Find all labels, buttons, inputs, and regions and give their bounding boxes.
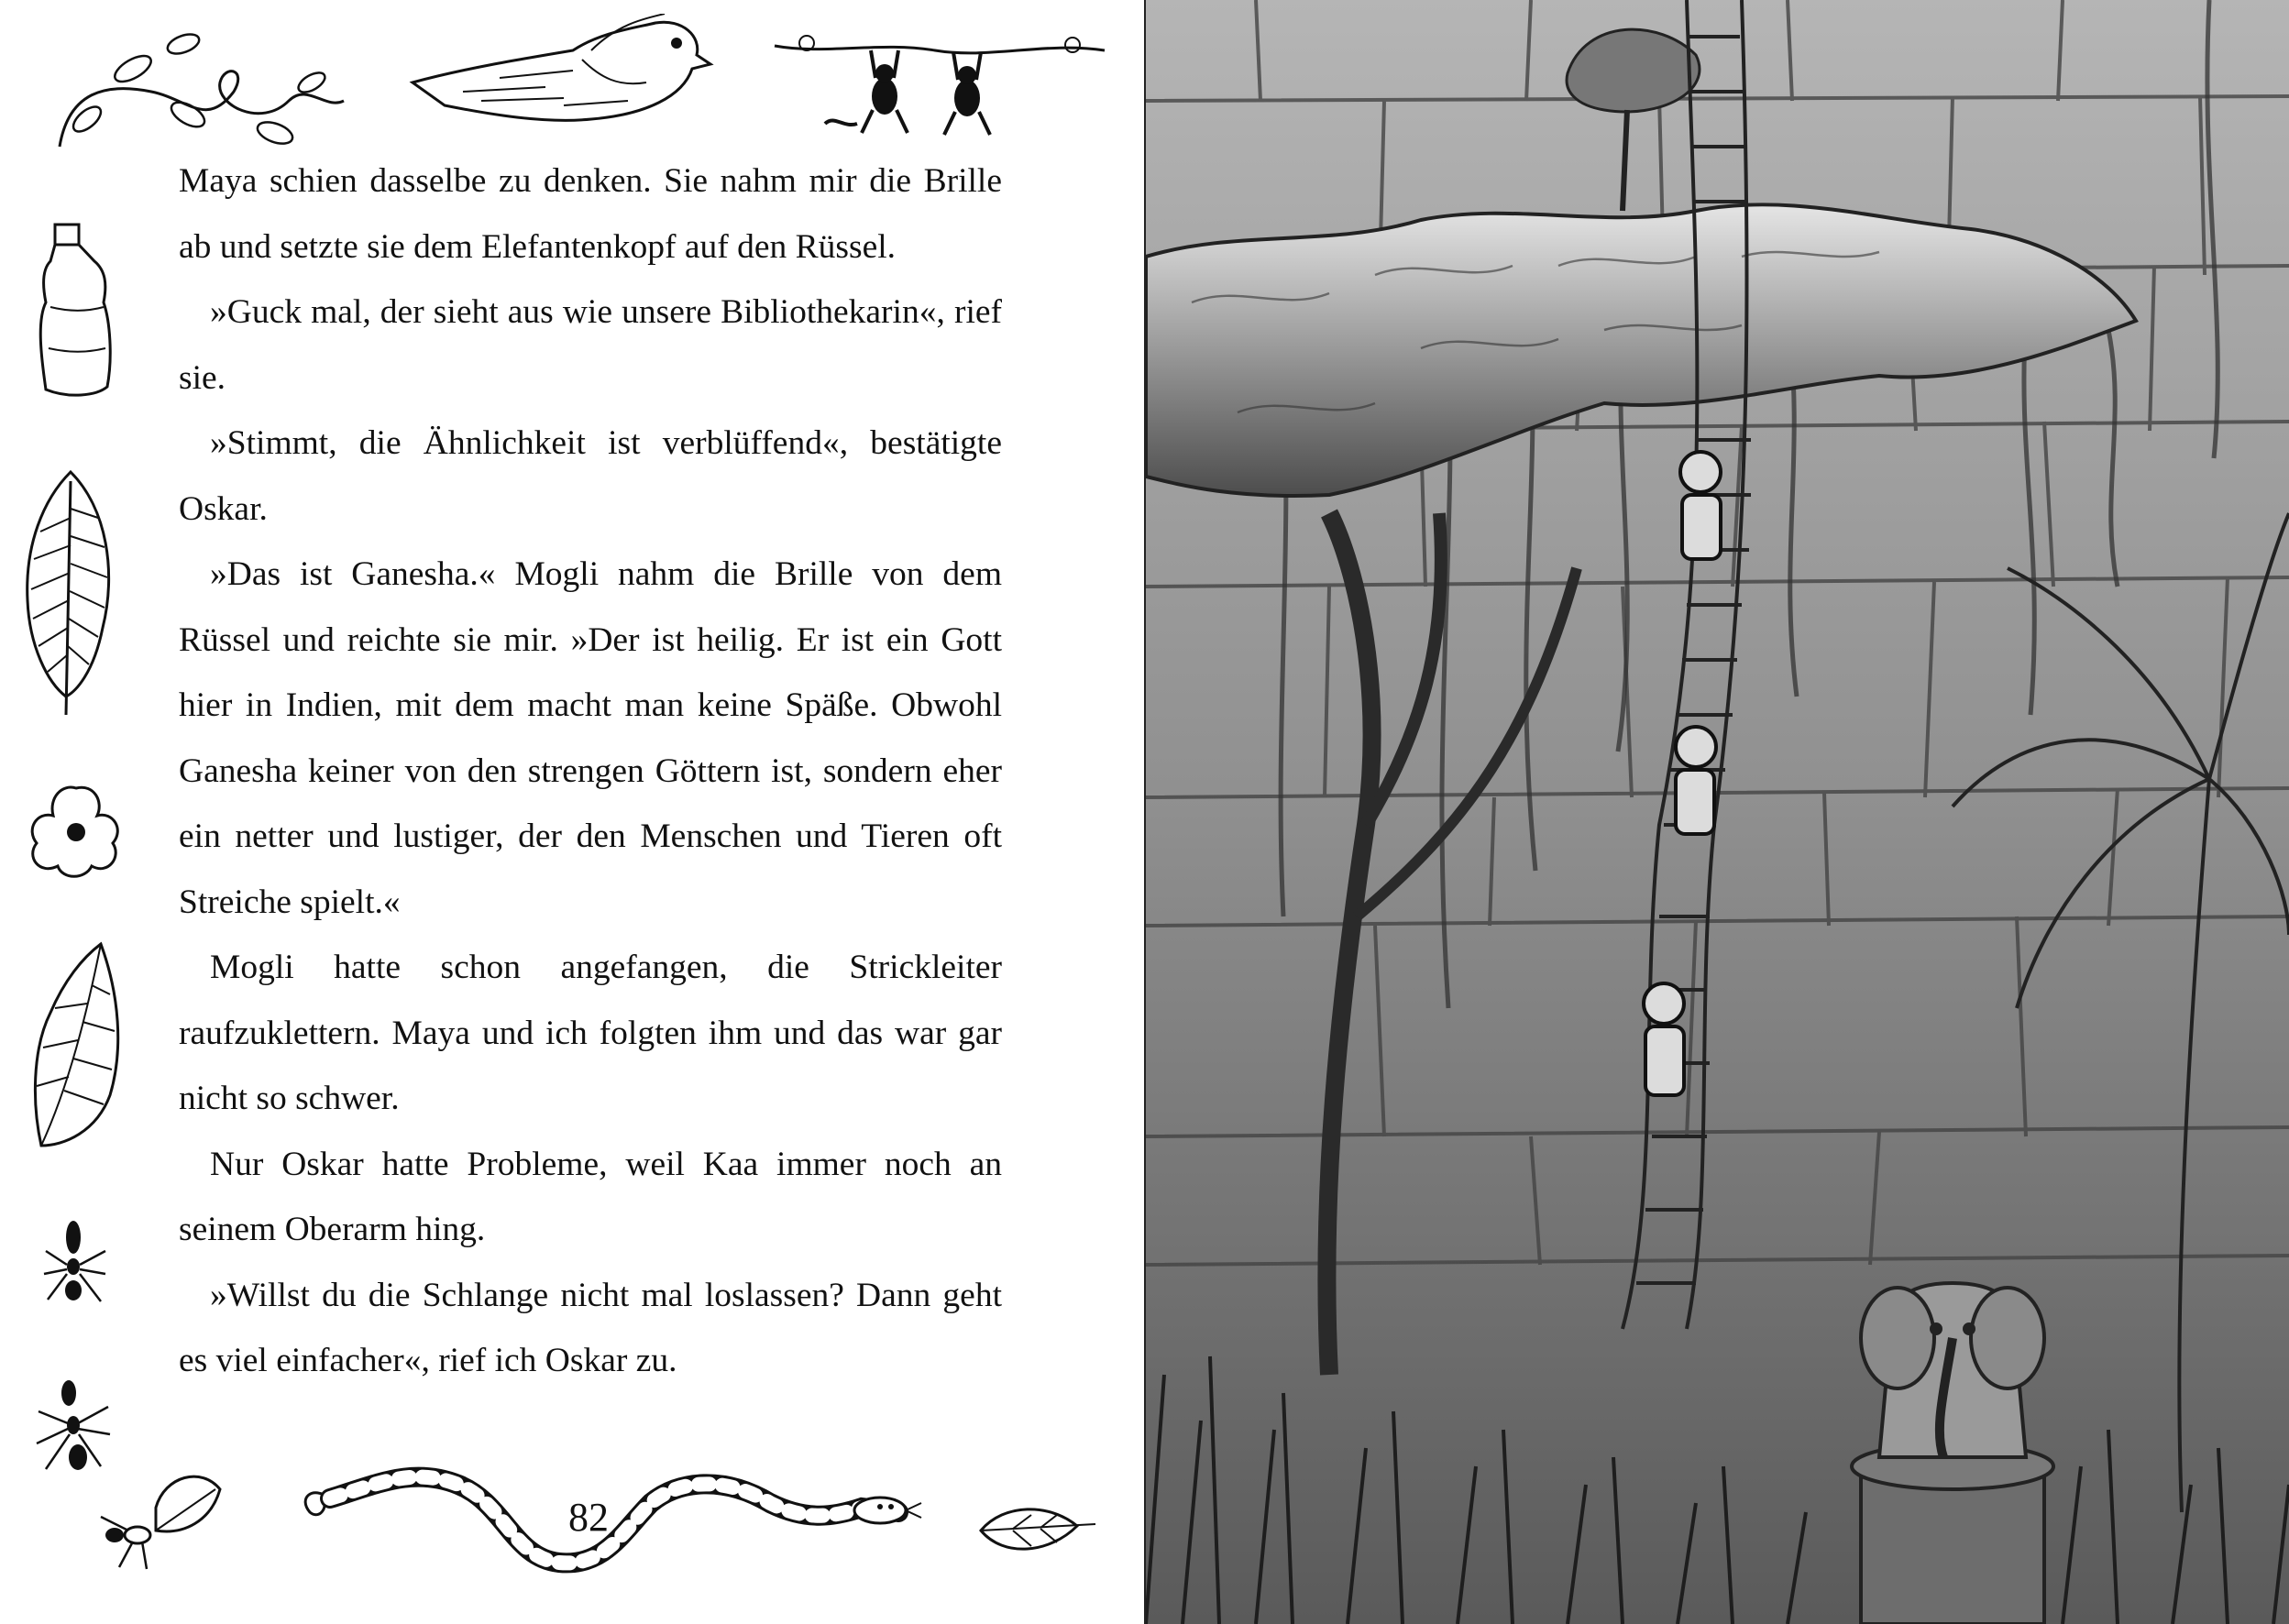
left-page bbox=[0, 0, 1144, 1624]
monkeys-icon bbox=[770, 23, 1109, 147]
paragraph: »Guck mal, der sieht aus wie unsere Bibliothekarin«, rief sie. bbox=[179, 293, 1002, 397]
ant-icon bbox=[28, 1370, 119, 1480]
paragraph: »Das ist Ganesha.« Mogli nahm die Brille von dem Rüssel und reichte sie mir. »Der ist heilig. Er ist ein Gott hier in Indien, mit dem macht man keine Späße. Obwohl Ganesha keiner von den strengen Göttern ist, sondern eher ein netter und lustiger, der den Menschen und Tieren oft Streiche spielt.« bbox=[179, 555, 1002, 921]
ant-icon bbox=[37, 1210, 119, 1311]
ant-on-leaf-icon bbox=[92, 1466, 225, 1576]
paragraph: Maya schien dasselbe zu denken. Sie nahm mir die Brille ab und setzte sie dem Elefantenkopf auf den Rüssel. bbox=[179, 162, 1002, 266]
paragraph: Nur Oskar hatte Probleme, weil Kaa immer noch an seinem Oberarm hing. bbox=[179, 1145, 1002, 1248]
bottle-icon bbox=[32, 220, 119, 403]
ganesha-statue bbox=[1852, 1283, 2053, 1624]
paragraph: »Stimmt, die Ähnlichkeit ist verblüffend«, bestätigte Oskar. bbox=[179, 424, 1002, 528]
leaf-icon bbox=[976, 1498, 1100, 1563]
body-text bbox=[179, 148, 1002, 1394]
leaf-icon bbox=[23, 939, 128, 1150]
fern-leaf-icon bbox=[20, 463, 121, 719]
page-number: 82 bbox=[568, 1495, 609, 1540]
paragraph: Mogli hatte schon angefangen, die Strickleiter raufzuklettern. Maya und ich folgten ihm und das war gar nicht so schwer. bbox=[179, 949, 1002, 1117]
flower-icon bbox=[26, 779, 127, 880]
bird-icon bbox=[408, 14, 715, 151]
jungle-temple-illustration bbox=[1146, 0, 2289, 1624]
illustration-page bbox=[1146, 0, 2289, 1624]
paragraph: »Willst du die Schlange nicht mal loslassen? Dann geht es viel einfacher«, rief ich Oskar zu. bbox=[179, 1276, 1002, 1379]
vine-icon bbox=[50, 27, 353, 156]
